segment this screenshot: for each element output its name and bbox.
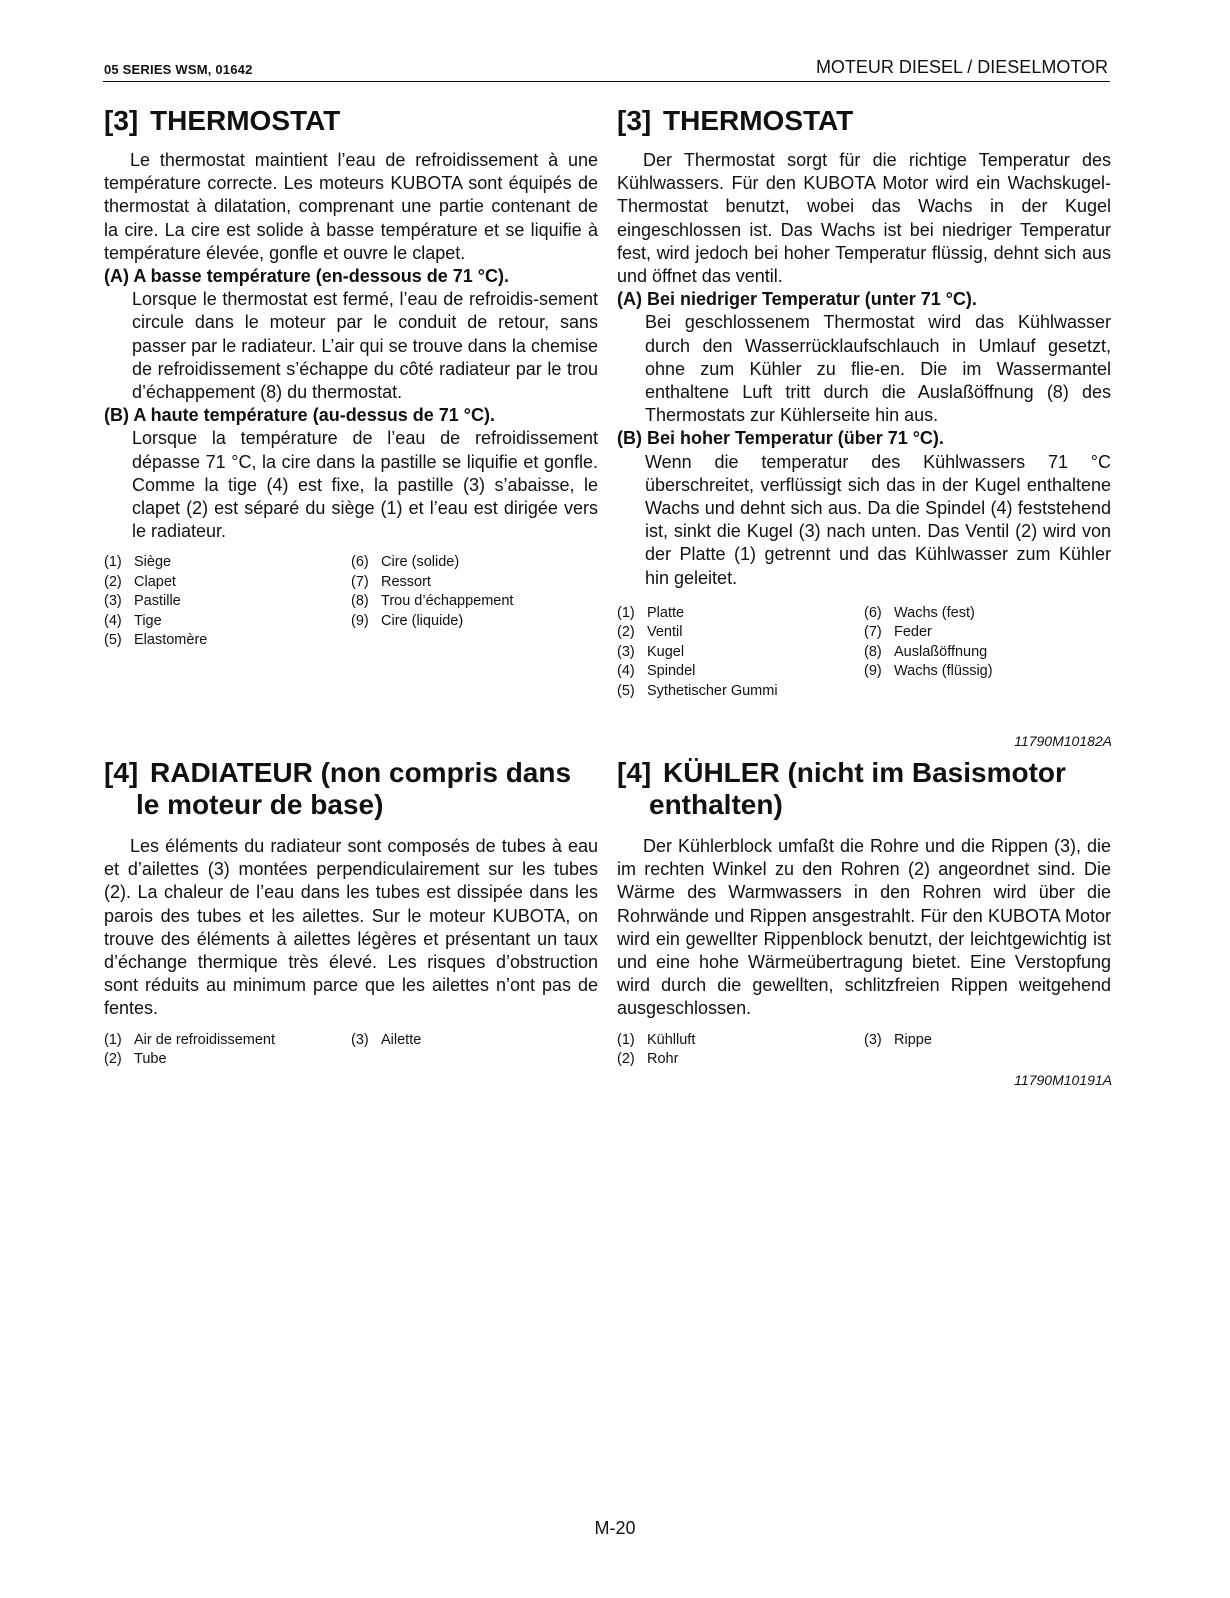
fr-thermostat-section [104, 105, 598, 651]
legend-item: (4) Spindel [617, 663, 696, 680]
de-thermostat-legend-col2 [864, 604, 1111, 702]
de-thermostat-intro: Der Thermostat sorgt für die richtige Temperatur des Kühlwassers. Für den KUBOTA Motor wird ein Wachskugel-Thermostat benutzt, wobei das Wachs in der Kugel eingeschlossen ist. Das Wachs ist bei niedriger Temperatur fest, wird jedoch bei hoher Temperatur flüssig, dehnt sich aus und öffnet das ventil. [617, 150, 1111, 287]
fr-radiator-section [104, 757, 598, 1070]
fr-thermostat-intro: Le thermostat maintient l’eau de refroidissement à une température correcte. Les moteurs KUBOTA sont équipés de thermostat à dilatation, comprenant une partie contenant de la cire. La cire est solide à basse température et se liquifie à température élevée, gonfle et ouvre le clapet. [104, 150, 598, 263]
fr-thermostat-legend-col1 [104, 553, 351, 651]
de-thermostat-b-title: (B) Bei hoher Temperatur (über 71 °C). [617, 428, 944, 449]
legend-item: (1) Kühlluft [617, 1031, 696, 1048]
header-rule [103, 81, 1110, 82]
header-title: MOTEUR DIESEL / DIESELMOTOR [815, 57, 1108, 77]
fr-thermostat-b-text: Lorsque la température de l’eau de refroidissement dépasse 71 °C, la cire dans la pastille se liquifie et gonfle. Comme la tige (4) est fixe, la pastille (3) s’abaisse, le clapet (2) est séparé du siège (1) et l’eau est dirigée vers le radiateur. [132, 428, 598, 542]
de-thermostat-a-text: Bei geschlossenem Thermostat wird das Kühlwasser durch den Wasserrücklaufschlauch in Umlauf gesetzt, ohne zum Kühler zu flie-en. Die im Wassermantel enthaltene Luft tritt durch die Auslaßöffnung (8) des Thermostats zur Kühlerseite hin aus. [645, 312, 1111, 426]
legend-item: (2) Ventil [617, 624, 683, 641]
legend-item: (6) Wachs (fest) [864, 604, 975, 621]
de-radiator-ref-code: 11790M10191A [1014, 1072, 1112, 1088]
de-thermostat-legend-col1 [617, 604, 864, 702]
header-series: 05 SERIES WSM, 01642 [104, 62, 253, 77]
fr-thermostat-legend [104, 553, 598, 651]
de-thermostat-b-text: Wenn die temperatur des Kühlwassers 71 °C überschreitet, verflüssigt sich das in der Kugel enthaltene Wachs und dehnt sich aus. Da die Spindel (4) feststehend ist, sinkt die Kugel (3) nach unten. Das Ventil (2) wird von der Platte (1) getrennt und das Kühlwasser zum Kühler hin geleitet. [645, 451, 1111, 588]
legend-item: (5) Elastomère [104, 632, 208, 649]
legend-item: (7) Ressort [351, 573, 431, 590]
de-thermostat-a-title: (A) Bei niedriger Temperatur (unter 71 °C). [617, 289, 977, 310]
legend-item: (2) Tube [104, 1051, 167, 1068]
fr-thermostat-heading: [3] THERMOSTAT [104, 105, 341, 136]
de-radiator-text: Der Kühlerblock umfaßt die Rohre und die Rippen (3), die im rechten Winkel zu den Rohren (2) angeordnet sind. Die Wärme des Warmwassers in den Rohren wird über die Rohrwände und Rippen ansgestrahlt. Für den KUBOTA Motor wird ein gewellter Rippenblock benutzt, der leichtgewichtig ist und eine hohe Wärmeübertragung bietet. Eine Verstopfung wird durch die gewellten, schlitzfreien Rippen weitgehend ausgeschlossen. [617, 836, 1111, 1019]
de-radiator-legend-col1 [617, 1031, 864, 1070]
fr-radiator-legend-col2 [351, 1031, 598, 1070]
fr-thermostat-a-title: (A) A basse température (en-dessous de 71 °C). [104, 266, 509, 287]
fr-thermostat-a-text: Lorsque le thermostat est fermé, l’eau de refroidis-sement circule dans le moteur par le conduit de retour, sans passer par le radiateur. L’air qui se trouve dans la chemise de refroidissement s’échappe du côté radiateur par le trou d’échappement (8) du thermostat. [132, 289, 598, 403]
legend-item: (8) Trou d’échappement [351, 593, 514, 610]
legend-item: (3) Pastille [104, 593, 181, 610]
de-thermostat-section [617, 105, 1111, 701]
legend-item: (3) Kugel [617, 643, 685, 660]
legend-item: (9) Cire (liquide) [351, 612, 464, 629]
legend-item: (1) Siège [104, 554, 172, 571]
fr-radiator-legend [104, 1031, 598, 1070]
fr-thermostat-legend-col2 [351, 553, 598, 651]
fr-radiator-legend-col1 [104, 1031, 351, 1070]
legend-item: (3) Ailette [351, 1031, 422, 1048]
legend-item: (4) Tige [104, 612, 162, 629]
fr-radiator-heading: [4] RADIATEUR (non compris dans le moteur de base) [104, 757, 572, 820]
fr-radiator-text: Les éléments du radiateur sont composés de tubes à eau et d’ailettes (3) montées perpendiculairement sur les tubes (2). La chaleur de l’eau dans les tubes est dissipée dans les parois des tubes et les ailettes. Sur le moteur KUBOTA, on trouve des éléments à ailettes légères et présentant un taux d’échange thermique très élevé. Les risques d’obstruction sont réduits au minimum parce que les ailettes n’ont pas de fentes. [104, 836, 598, 1019]
legend-item: (9) Wachs (flüssig) [864, 663, 993, 680]
de-radiator-heading: [4] KÜHLER (nicht im Basismotor enthalten) [617, 757, 1066, 820]
legend-item: (1) Air de refroidissement [104, 1031, 276, 1048]
legend-item: (7) Feder [864, 624, 932, 641]
legend-item: (1) Platte [617, 604, 685, 621]
legend-item: (6) Cire (solide) [351, 554, 460, 571]
de-thermostat-legend [617, 604, 1111, 702]
de-thermostat-heading: [3] THERMOSTAT [617, 105, 854, 136]
legend-item: (8) Auslaßöffnung [864, 643, 988, 660]
fr-thermostat-b-title: (B) A haute température (au-dessus de 71 °C). [104, 405, 495, 426]
de-radiator-legend-col2 [864, 1031, 1111, 1070]
legend-item: (2) Rohr [617, 1051, 679, 1068]
legend-item: (2) Clapet [104, 573, 176, 590]
de-thermostat-ref-code: 11790M10182A [1014, 733, 1112, 749]
de-radiator-section [617, 757, 1111, 1070]
page-number: M-20 [594, 1518, 636, 1538]
de-radiator-legend [617, 1031, 1111, 1070]
legend-item: (3) Rippe [864, 1031, 932, 1048]
legend-item: (5) Sythetischer Gummi [617, 682, 778, 699]
